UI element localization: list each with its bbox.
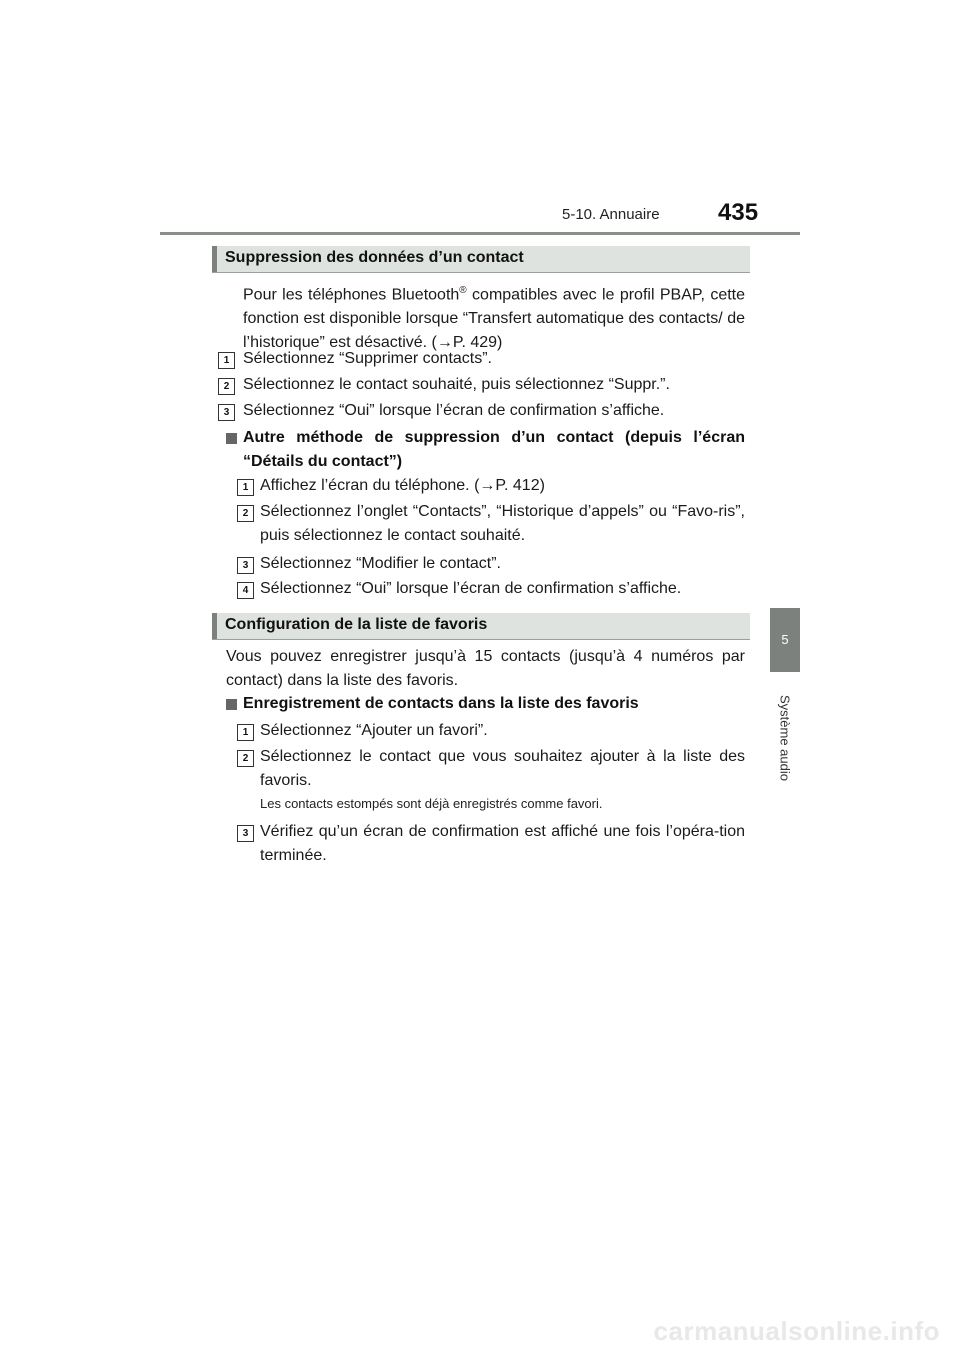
section-intro-paragraph bbox=[243, 279, 745, 355]
square-bullet-icon bbox=[226, 699, 237, 710]
subsection-heading-text: Autre méthode de suppression d’un contact (depuis l’écran “Détails du contact”) bbox=[243, 429, 745, 470]
registered-mark: ® bbox=[459, 285, 467, 296]
step-number-badge: 1 bbox=[237, 724, 254, 741]
step-number-badge: 2 bbox=[237, 750, 254, 767]
subsection-heading bbox=[226, 426, 745, 474]
chapter-number: 5 bbox=[781, 632, 789, 647]
section-heading-text: Suppression des données d’un contact bbox=[225, 249, 524, 266]
note-text: Les contacts estompés sont déjà enregistrés comme favori. bbox=[260, 796, 603, 811]
step-text: Sélectionnez “Modifier le contact”. bbox=[260, 555, 501, 572]
section-intro-paragraph: Vous pouvez enregistrer jusqu’à 15 contacts (jusqu’à 4 numéros par contact) dans la liste des favoris. bbox=[226, 648, 745, 689]
header-rule bbox=[160, 232, 800, 235]
subsection-heading-text: Enregistrement de contacts dans la liste des favoris bbox=[243, 695, 639, 712]
chapter-title: Système audio bbox=[777, 695, 793, 781]
watermark: carmanualsonline.info bbox=[653, 1316, 940, 1346]
heading-bar bbox=[212, 246, 217, 272]
step-text: Sélectionnez “Supprimer contacts”. bbox=[243, 350, 492, 367]
step-number-badge: 2 bbox=[237, 505, 254, 522]
page-number: 435 bbox=[718, 199, 759, 226]
running-header-section: 5-10. Annuaire bbox=[562, 206, 660, 223]
section-heading-favorites bbox=[212, 613, 750, 640]
subsection-heading bbox=[226, 692, 745, 716]
heading-bar bbox=[212, 613, 217, 639]
step-text: Sélectionnez le contact souhaité, puis sélectionnez “Suppr.”. bbox=[243, 376, 670, 393]
step-number-badge: 1 bbox=[218, 352, 235, 369]
step-text: Sélectionnez l’onglet “Contacts”, “Historique d’appels” ou “Favo-ris”, puis sélectionnez le contact souhaité. bbox=[260, 503, 745, 544]
square-bullet-icon bbox=[226, 433, 237, 444]
step-text: Sélectionnez “Oui” lorsque l’écran de confirmation s’affiche. bbox=[260, 580, 682, 597]
section-heading-delete-contact bbox=[212, 246, 750, 273]
step-text: Vérifiez qu’un écran de confirmation est affiché une fois l’opéra-tion terminée. bbox=[260, 823, 745, 864]
intro-text-part2: compatibles avec le profil PBAP, cette fonction est disponible lorsque “Transfert automatique des contacts/ de l’historique” est désactivé. (→P. 429) bbox=[243, 286, 746, 352]
chapter-tab bbox=[770, 608, 800, 672]
step-text: Affichez l’écran du téléphone. (→P. 412) bbox=[260, 477, 545, 494]
step-text: Sélectionnez “Oui” lorsque l’écran de confirmation s’affiche. bbox=[243, 402, 665, 419]
intro-text-part1: Pour les téléphones Bluetooth bbox=[243, 286, 460, 304]
step-number-badge: 2 bbox=[218, 378, 235, 395]
step-text: Sélectionnez le contact que vous souhaitez ajouter à la liste des favoris. bbox=[260, 748, 745, 789]
step-number-badge: 3 bbox=[237, 557, 254, 574]
step-number-badge: 3 bbox=[218, 404, 235, 421]
step-number-badge: 3 bbox=[237, 825, 254, 842]
section-heading-text: Configuration de la liste de favoris bbox=[225, 616, 488, 633]
step-number-badge: 4 bbox=[237, 582, 254, 599]
step-text: Sélectionnez “Ajouter un favori”. bbox=[260, 722, 488, 739]
step-number-badge: 1 bbox=[237, 479, 254, 496]
